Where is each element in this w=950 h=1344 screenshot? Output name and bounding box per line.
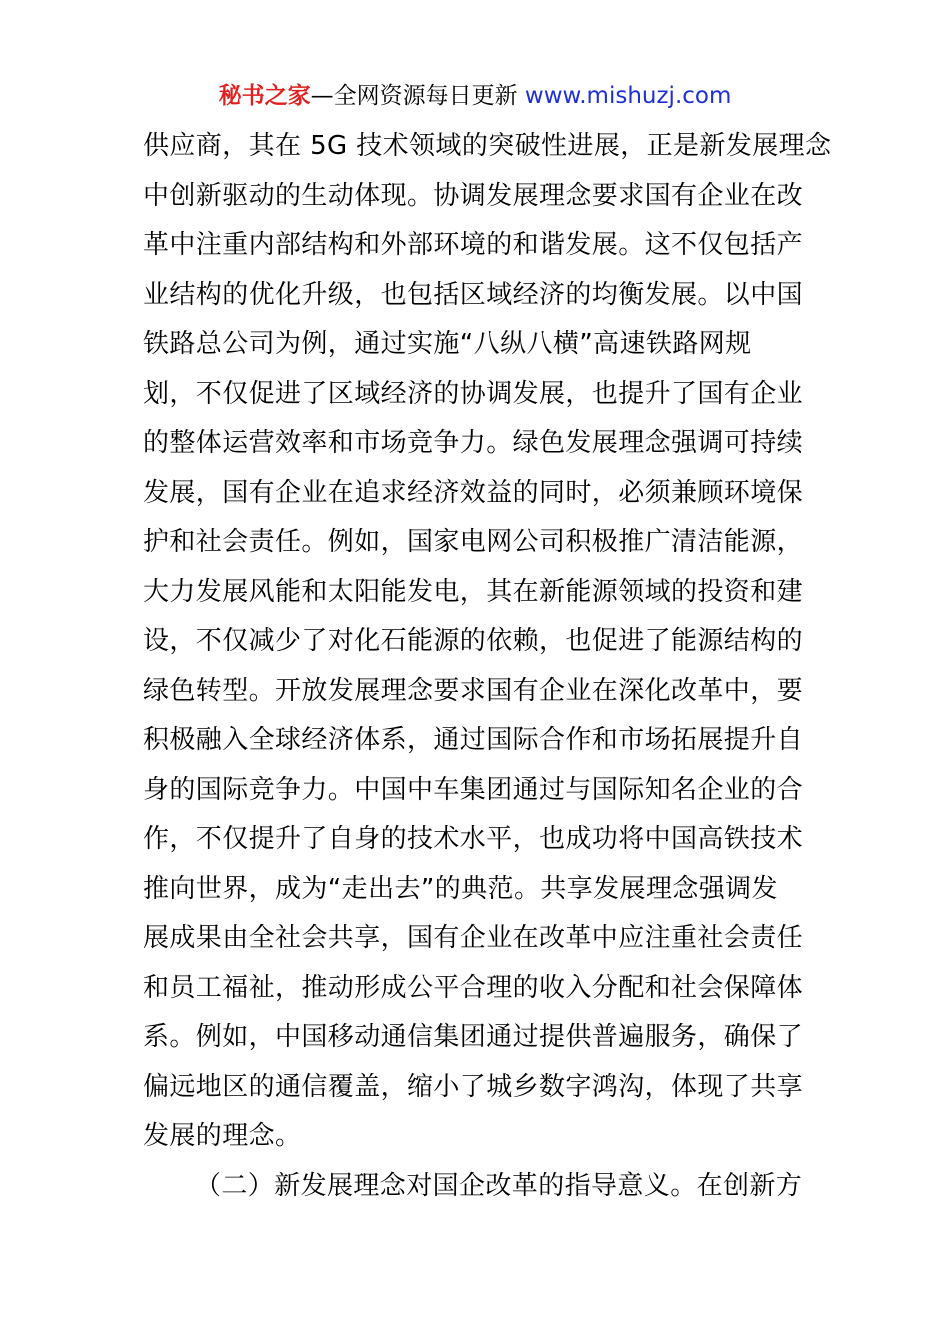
text-line: 大力发展风能和太阳能发电，其在新能源领域的投资和建	[143, 576, 804, 607]
text-line: 偏远地区的通信覆盖，缩小了城乡数字鸿沟，体现了共享	[143, 1071, 804, 1102]
section-heading-paragraph	[143, 1162, 833, 1212]
text-line: 发展，国有企业在追求经济效益的同时，必须兼顾环境保	[143, 477, 804, 508]
text-line: 划，不仅促进了区域经济的协调发展，也提升了国有企业	[143, 378, 804, 409]
text-line: 中创新驱动的生动体现。协调发展理念要求国有企业在改	[143, 180, 804, 211]
text-line: 的整体运营效率和市场竞争力。绿色发展理念强调可持续	[143, 428, 804, 458]
text-line: 积极融入全球经济体系，通过国际合作和市场拓展提升自	[143, 725, 804, 755]
site-tagline: —全网资源每日更新	[310, 83, 518, 109]
document-body	[143, 122, 833, 1211]
section-heading-line: （二）新发展理念对国企改革的指导意义。在创新方	[195, 1170, 803, 1201]
text-line: 设，不仅减少了对化石能源的依赖，也促进了能源结构的	[143, 626, 804, 656]
text-line: 绿色转型。开放发展理念要求国有企业在深化改革中，要	[143, 675, 804, 706]
text-line: 业结构的优化升级，也包括区域经济的均衡发展。以中国	[143, 279, 804, 310]
text-line: 护和社会责任。例如，国家电网公司积极推广清洁能源，	[143, 527, 804, 557]
text-line: 供应商，其在 5G 技术领域的突破性进展，正是新发展理念	[143, 131, 832, 161]
text-line: 推向世界，成为“走出去”的典范。共享发展理念强调发	[143, 873, 778, 904]
text-line: 作，不仅提升了自身的技术水平，也成功将中国高铁技术	[143, 824, 804, 854]
site-brand: 秘书之家	[218, 83, 311, 109]
text-line: 发展的理念。	[143, 1121, 302, 1151]
text-line: 展成果由全社会共享，国有企业在改革中应注重社会责任	[143, 923, 804, 953]
text-line: 铁路总公司为例，通过实施“八纵八横”高速铁路网规	[143, 329, 752, 359]
site-header	[0, 80, 950, 112]
text-line: 系。例如，中国移动通信集团通过提供普遍服务，确保了	[143, 1022, 804, 1052]
text-line: 和员工福祉，推动形成公平合理的收入分配和社会保障体	[143, 972, 804, 1003]
text-line: 革中注重内部结构和外部环境的和谐发展。这不仅包括产	[143, 230, 804, 260]
text-line: 身的国际竞争力。中国中车集团通过与国际知名企业的合	[143, 774, 804, 805]
paragraph	[143, 122, 833, 1162]
site-url-link[interactable]: www.mishuzj.com	[524, 83, 732, 109]
